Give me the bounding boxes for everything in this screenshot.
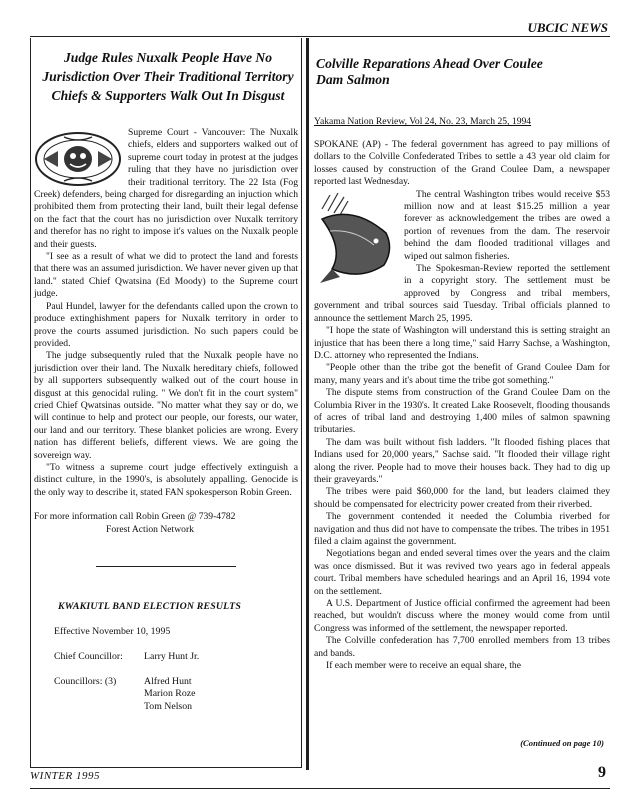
article-source: Yakama Nation Review, Vol 24, No. 23, March 25, 1994	[314, 116, 532, 127]
paragraph: The Colville confederation has 7,700 enrolled members from 13 tribes and bands.	[314, 635, 610, 659]
title-line: Dam Salmon	[316, 72, 390, 87]
election-title: KWAKIUTL BAND ELECTION RESULTS	[58, 601, 242, 613]
header-rule	[30, 36, 610, 37]
paragraph: "I see as a result of what we did to protect the land and forests that there was an assumed jurisdiction. We haver never given up that land." stated Chief Qwatsina (Ed Moody) to the Supreme court judge.	[34, 251, 298, 300]
effective-date: Effective November 10, 1995	[54, 626, 171, 638]
paragraph: The dispute stems from construction of the Grand Coulee Dam on the Columbia River in the 1930's. It created Lake Roosevelt, flooding thousands of acres of tribal land and destroying 1,400 miles of salmon spawning tributaries.	[314, 387, 610, 436]
continued-note: (Continued on page 10)	[520, 738, 604, 748]
publication-label: UBCIC NEWS	[527, 20, 608, 35]
paragraph: A U.S. Department of Justice official confirmed the agreement had been reached, but wouldn't discuss where the money would come from until Congress was informed of the settlement, the newspaper reported.	[314, 598, 610, 634]
right-article-body	[314, 139, 610, 672]
paragraph: The tribes were paid $60,000 for the land, but leaders claimed they should be compensated for electricity power created from their riverbed.	[314, 486, 610, 510]
title-line: Judge Rules Nuxalk People Have No	[63, 50, 273, 65]
paragraph: "To witness a supreme court judge effectively extinguish a distinct culture, in the 1990's, is absolutely appalling. Genocide is the only way to describe it, stated FAN spokesperson Robin Green.	[34, 461, 298, 498]
paragraph: Supreme Court - Vancouver: The Nuxalk chiefs, elders and supporters walked out of supreme court today in protest at the judges ruling that they have no jurisdiction over their traditional territory. The 22 Ista (Fog Creek) defenders, being charged for disregarding an injuction which prohibited them from protecting their land, built their legal defense on the fact that the court has no jurisdiction over Nuxalk territory and therefor has no right to impose it's values on the Nuxalk people and their guests.	[34, 127, 298, 250]
paragraph: The central Washington tribes would receive $53 million now and at least $15.25 million a year forever as acknowledgement the tribes are owed a portion of revenues from the dam. The reservoir behind the dam flooded traditional villages and wiped out salmon fisheries.	[404, 188, 610, 262]
paragraph: The government contended it needed the Columbia riverbed for navigation and thus did not have to compensate the tribes. The tribes in 1951 filed a claim against the government.	[314, 511, 610, 547]
contact-line: For more information call Robin Green @ 739-4782	[34, 511, 236, 523]
page-header	[0, 0, 620, 40]
paragraph: The judge subsequently ruled that the Nuxalk people have no jurisdiction over their land. The Nuxalk hereditary chiefs, followed by all supporters subsequently walked out of the court house in disgust at this genocidal ruling. " We don't fit in the court system" cried Chief Qwatsinas outside. "No matter what they say or do, we will continue to help and protect our people, our forests, our water, our land and our territory. These blanket policies are wrong. Every nation has different beliefs, different views. We are going the sovereign way.	[34, 350, 298, 461]
councillor: Tom Nelson	[144, 700, 193, 712]
title-line: Jurisdiction Over Their Traditional Territory	[42, 69, 294, 84]
contact-org: Forest Action Network	[106, 523, 194, 535]
paragraph: The dam was built without fish ladders. "It flooded fishing places that Indians used for 20,000 years," Sachse said. "It flooded their village right along the river. People had to move their houses back. They had to dig up their graveyards."	[314, 436, 610, 485]
chief-value: Larry Hunt Jr.	[144, 650, 200, 662]
left-article-body	[34, 127, 298, 499]
paragraph: Paul Hundel, lawyer for the defendants called upon the crown to produce extinghishment papers for Nuxalk territory in order to prove the courts assumed jurisdiction. No such papers could be provided.	[34, 300, 298, 349]
paragraph: If each member were to receive an equal share, the	[326, 660, 521, 672]
column-divider	[306, 38, 309, 770]
councillors-label: Councillors: (3)	[54, 675, 117, 687]
paragraph: Negotiations began and ended several times over the years and the claim was once dismissed. But it was revived two years ago in federal appeals court. Tribal members have scheduled hearings and an April 16, 1994 vote on the settlement.	[314, 548, 610, 597]
paragraph: SPOKANE (AP) - The federal government has agreed to pay millions of dollars to the Colville Confederated Tribes to settle a 43 year old claim for losses caused by construction of the Grand Coulee Dam, a newspaper reported last Wednesday.	[314, 139, 610, 188]
councillor: Marion Roze	[144, 688, 196, 700]
page-number: 9	[598, 764, 606, 781]
title-line: Colville Reparations Ahead Over Coulee	[316, 56, 543, 71]
right-column	[314, 48, 610, 672]
councillors-list	[144, 676, 195, 714]
councillor: Alfred Hunt	[144, 675, 192, 687]
right-article-title	[316, 56, 610, 88]
left-article-title	[38, 48, 298, 105]
chief-label: Chief Councillor:	[54, 650, 123, 662]
paragraph: The Spokesman-Review reported the settlement in a copyright story. The settlement must be approved by Congress and tribal members, government and tribal sources said Tuesday. Tribal officials planned to announce the settlement March 25, 1995.	[314, 263, 610, 324]
paragraph: "I hope the state of Washington will understand this is setting straight an injustice that has been there a long time," said Harry Sachse, a Washington, D.C. attorney who represented the Indians.	[314, 325, 610, 361]
left-column	[34, 48, 298, 725]
salmon-illustration-icon	[314, 189, 398, 287]
section-divider	[96, 566, 236, 567]
issue-season: WINTER 1995	[30, 770, 100, 782]
nuxalk-seal-icon	[34, 131, 122, 187]
paragraph: "People other than the tribe got the benefit of Grand Coulee Dam for many, many years and it's about time the tribe got something."	[314, 362, 610, 386]
effective-date-row	[54, 626, 298, 639]
contact-info	[34, 511, 298, 536]
election-results	[54, 626, 298, 713]
footer-rule	[30, 788, 610, 789]
chief-row	[54, 651, 298, 664]
title-line: Chiefs & Supporters Walk Out In Disgust	[51, 88, 285, 103]
councillors-row	[54, 676, 298, 714]
